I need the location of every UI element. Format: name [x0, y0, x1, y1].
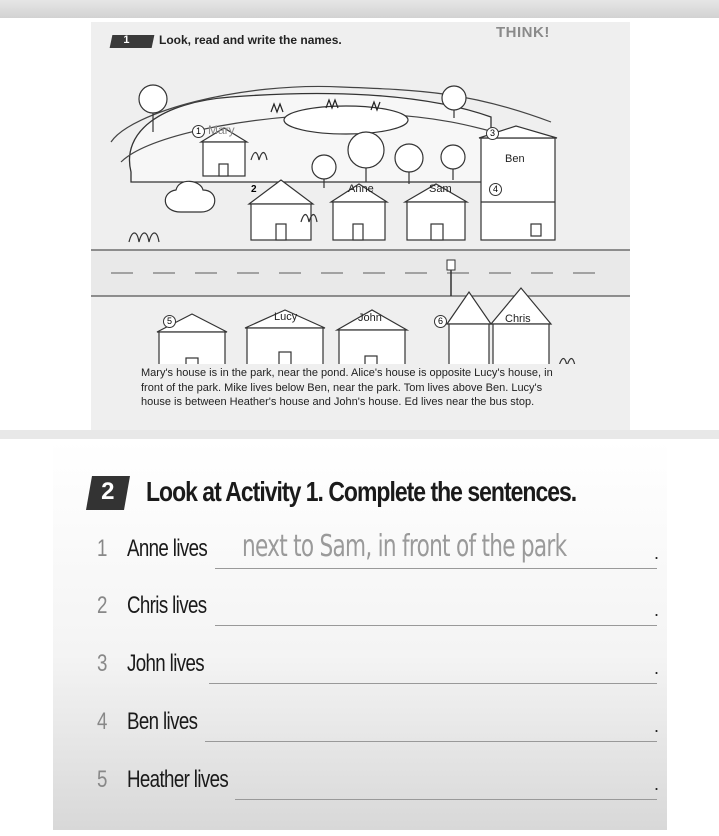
- sentence-row-4: [97, 708, 657, 748]
- sentence-label: Chris lives: [127, 592, 207, 619]
- slot-number-1: 1: [192, 125, 205, 138]
- answer-line[interactable]: .: [215, 568, 657, 569]
- sentence-row-1: [97, 529, 659, 575]
- slot-number-3: 3: [486, 127, 499, 140]
- top-bar: [0, 0, 719, 18]
- activity-1-page: [91, 22, 630, 430]
- house-label-lucy: Lucy: [274, 311, 298, 323]
- sentence-number: 1: [97, 535, 108, 562]
- sentence-number: 4: [97, 708, 108, 735]
- sentence-label: Anne lives: [127, 535, 208, 562]
- sentence-row-5: [97, 766, 657, 806]
- think-badge: THINK!: [496, 24, 550, 41]
- park-area: [129, 94, 491, 182]
- answer-line[interactable]: .: [215, 625, 657, 626]
- slot-number-6: 6: [434, 315, 447, 328]
- sentence-number: 5: [97, 766, 108, 793]
- sentence-label: Ben lives: [127, 708, 198, 735]
- slot-number-4: 4: [489, 183, 502, 196]
- activity-1-number: 1: [123, 34, 130, 46]
- house-label-anne: Anne: [348, 183, 374, 195]
- sentence-label: Heather lives: [127, 766, 229, 793]
- house-label-ben: Ben: [505, 153, 525, 165]
- house-label-chris: Chris: [505, 313, 531, 325]
- activity-2-page: [53, 440, 667, 830]
- activity-1-text: Mary's house is in the park, near the pond. Alice's house is opposite Lucy's house, in front of the park. Mike lives below Ben, near the park. Tom lives above Ben. Lucy's house is between Heather's house and John's house. Ed lives near the bus stop.: [141, 367, 553, 409]
- slot-number-5: 5: [163, 315, 176, 328]
- activity-2-title: Look at Activity 1. Complete the sentences.: [146, 476, 577, 507]
- house-label-mary: Mary: [208, 123, 235, 137]
- page-separator: [0, 430, 719, 439]
- activity-1-number-badge: [110, 35, 155, 48]
- sentence-number: 3: [97, 650, 108, 677]
- sentence-label: John lives: [127, 650, 205, 677]
- sentence-number: 2: [97, 592, 108, 619]
- pond: [284, 106, 408, 134]
- bottom-row-houses: [157, 288, 551, 364]
- slot-number-2: 2: [251, 184, 257, 195]
- answer-line[interactable]: .: [209, 683, 657, 684]
- answer-line[interactable]: .: [235, 799, 657, 800]
- activity-2-number: 2: [101, 478, 115, 505]
- sentence-row-2: [97, 592, 657, 632]
- activity-1-title: Look, read and write the names.: [159, 33, 342, 47]
- handwritten-answer: next to Sam, in front of the park: [242, 529, 567, 564]
- sentence-row-3: [97, 650, 657, 690]
- house-label-sam: Sam: [429, 183, 452, 195]
- answer-line[interactable]: .: [205, 741, 657, 742]
- house-label-john: John: [358, 312, 382, 324]
- activity-2-number-badge: [86, 476, 130, 510]
